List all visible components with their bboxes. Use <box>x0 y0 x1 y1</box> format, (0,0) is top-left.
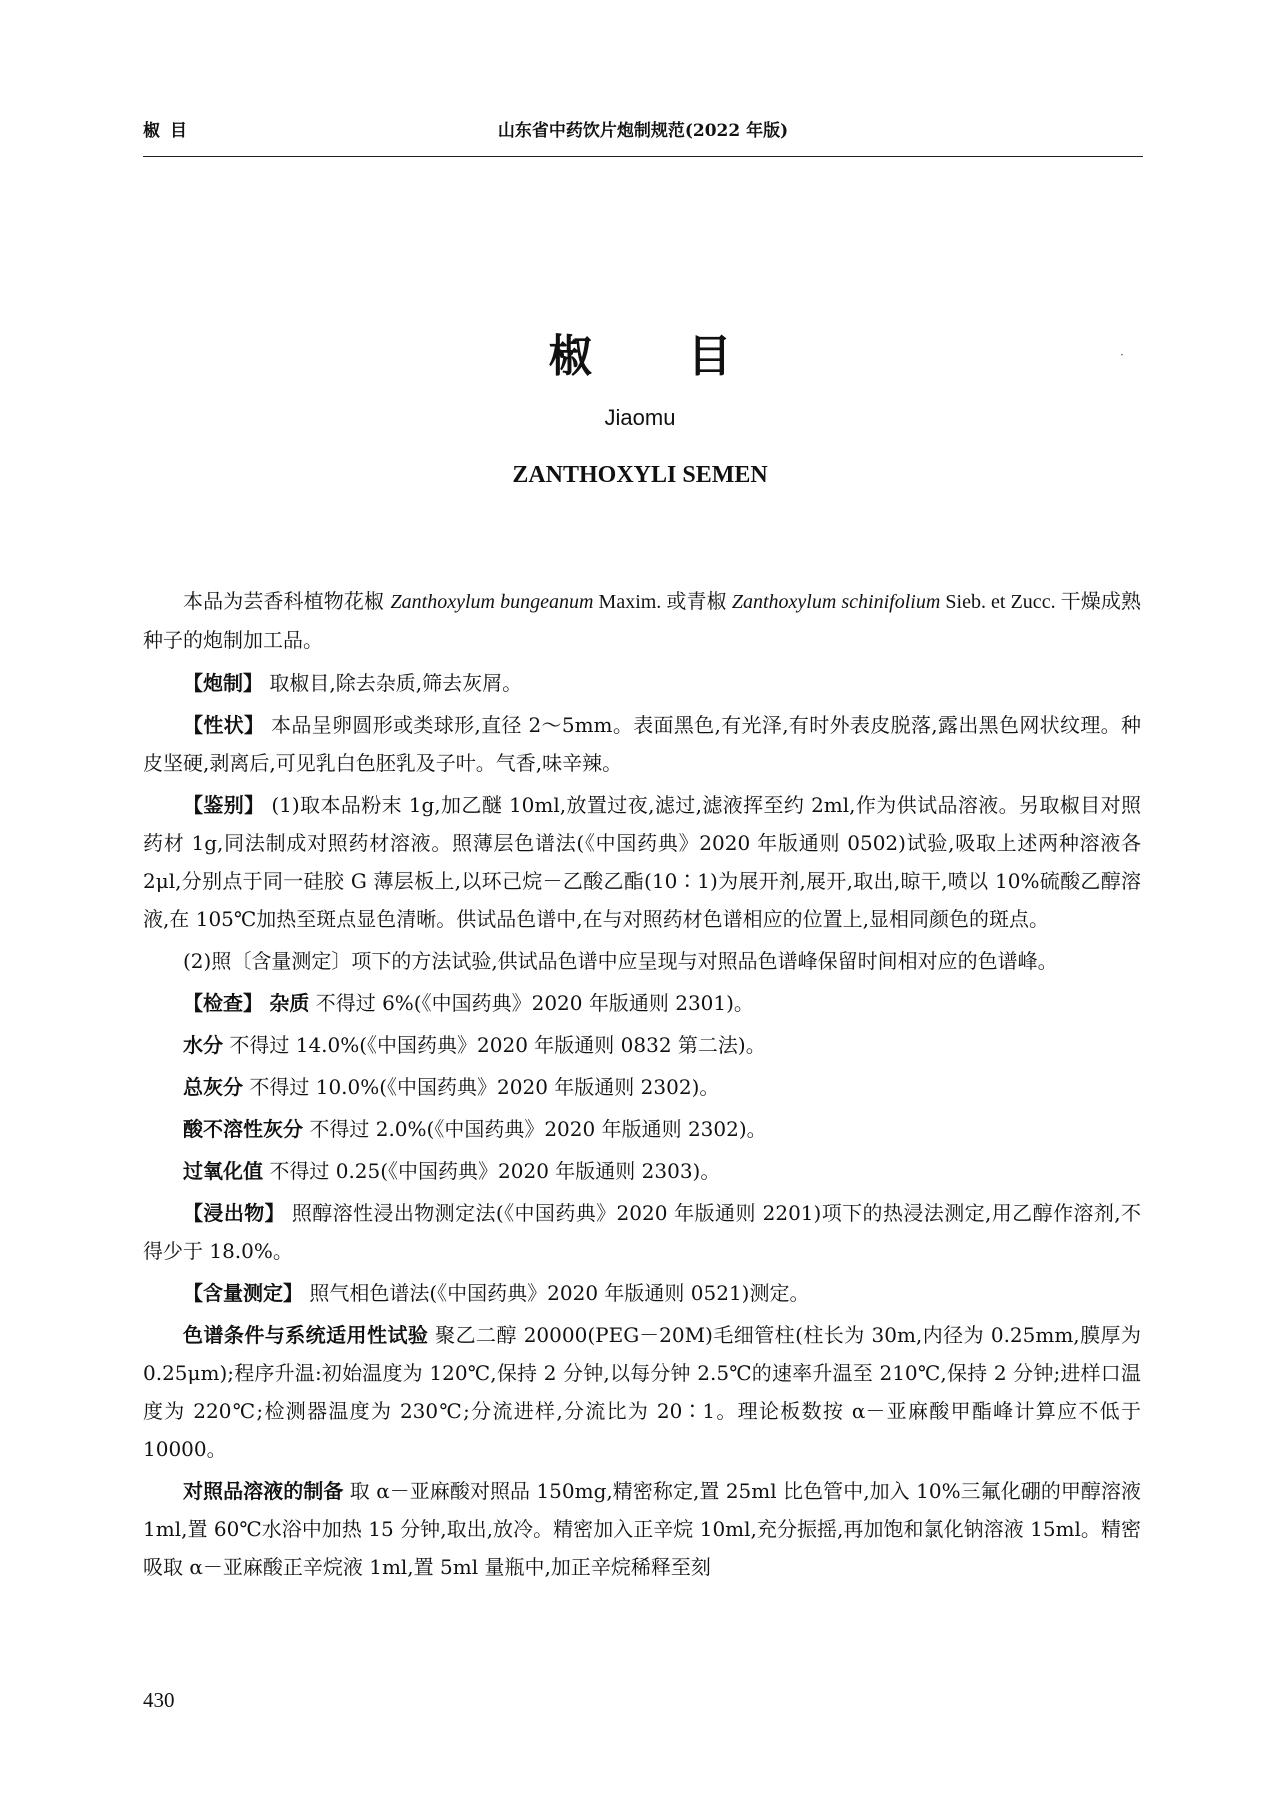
species-name-1: Zanthoxylum bungeanum <box>390 591 594 613</box>
assay-paragraph <box>143 1274 1141 1312</box>
extractives-paragraph <box>143 1194 1141 1270</box>
processing-label: 【炮制】 <box>183 671 263 695</box>
chromatography-paragraph <box>143 1316 1141 1468</box>
page-number: 430 <box>143 1688 175 1712</box>
monograph-body <box>143 582 1141 1590</box>
intro-text-1: 本品为芸香科植物花椒 <box>183 589 391 613</box>
inspection-label: 【检查】 <box>183 991 263 1015</box>
intro-text-2: Maxim. 或青椒 <box>593 591 732 613</box>
scan-mark: · <box>1120 348 1124 362</box>
inspection-item-name: 酸不溶性灰分 <box>183 1117 303 1141</box>
assay-text: 照气相色谱法(《中国药典》2020 年版通则 0521)测定。 <box>303 1281 810 1305</box>
inspection-paragraph <box>143 1152 1141 1190</box>
inspection-item-name: 杂质 <box>269 991 310 1015</box>
identification-text-1: (1)取本品粉末 1g,加乙醚 10ml,放置过夜,滤过,滤液挥至约 2ml,作为供试品溶液。另取椒目对照药材 1g,同法制成对照药材溶液。照薄层色谱法(《中国药典》2020 年版通则 0502)试验,吸取上述两种溶液各 2μl,分别点于同一硅胶 G 薄层板上,以环己烷－乙酸乙酯(10∶1)为展开剂,展开,取出,晾干,喷以 10%硫酸乙醇溶液,在 105℃加热至斑点显色清晰。供试品色谱中,在与对照药材色谱相应的位置上,显相同颜色的斑点。 <box>143 793 1141 931</box>
page-title: 椒 目 <box>548 331 772 382</box>
inspection-paragraph <box>143 1110 1141 1148</box>
intro-paragraph <box>143 582 1141 660</box>
inspection-paragraph <box>143 1026 1141 1064</box>
inspection-item-name: 总灰分 <box>183 1075 243 1099</box>
identification-text-2: (2)照〔含量测定〕项下的方法试验,供试品色谱中应呈现与对照品色谱峰保留时间相对应的色谱峰。 <box>183 949 1058 973</box>
inspection-item-name: 水分 <box>183 1033 223 1057</box>
species-name-2: Zanthoxylum schinifolium <box>731 591 941 613</box>
header-book-title: 山东省中药饮片炮制规范(2022 年版) <box>497 121 789 141</box>
inspection-item-text: 不得过 2.0%(《中国药典》2020 年版通则 2302)。 <box>303 1117 767 1141</box>
intro-text-3: Sieb. et Zucc. 干燥成熟种子的炮制加工品。 <box>143 591 1141 652</box>
inspection-item-text: 不得过 14.0%(《中国药典》2020 年版通则 0832 第二法)。 <box>223 1033 766 1057</box>
inspection-paragraph <box>143 1068 1141 1106</box>
identification-paragraph-1 <box>143 786 1141 938</box>
identification-paragraph-2 <box>143 942 1141 980</box>
inspection-item-text: 不得过 0.25(《中国药典》2020 年版通则 2303)。 <box>263 1159 721 1183</box>
processing-text: 取椒目,除去杂质,筛去灰屑。 <box>263 671 523 695</box>
reference-prep-label: 对照品溶液的制备 <box>183 1479 344 1503</box>
reference-prep-paragraph <box>143 1472 1141 1586</box>
description-paragraph <box>143 706 1141 782</box>
chromatography-text: 聚乙二醇 20000(PEG－20M)毛细管柱(柱长为 30m,内径为 0.25mm,膜厚为 0.25μm);程序升温:初始温度为 120℃,保持 2 分钟,以每分钟 2.5℃的速率升温至 210℃,保持 2 分钟;进样口温度为 220℃;检测器温度为 230℃;分流进样,分流比为 20∶1。理论板数按 α－亚麻酸甲酯峰计算应不低于 10000。 <box>143 1323 1141 1461</box>
inspection-item-text: 不得过 10.0%(《中国药典》2020 年版通则 2302)。 <box>243 1075 720 1099</box>
chromatography-label: 色谱条件与系统适用性试验 <box>183 1323 429 1347</box>
pinyin-name: Jiaomu <box>604 405 676 430</box>
processing-paragraph <box>143 664 1141 702</box>
inspection-item-name: 过氧化值 <box>183 1159 263 1183</box>
assay-label: 【含量测定】 <box>183 1281 303 1305</box>
description-label: 【性状】 <box>183 713 265 737</box>
inspection-item-text: 不得过 6%(《中国药典》2020 年版通则 2301)。 <box>309 991 754 1015</box>
reference-prep-text: 取 α－亚麻酸对照品 150mg,精密称定,置 25ml 比色管中,加入 10%三氟化硼的甲醇溶液 1ml,置 60℃水浴中加热 15 分钟,取出,放冷。精密加入正辛烷 10ml,充分振摇,再加饱和氯化钠溶液 15ml。精密吸取 α－亚麻酸正辛烷液 1ml,置 5ml 量瓶中,加正辛烷稀释至刻 <box>143 1479 1141 1579</box>
extractives-label: 【浸出物】 <box>183 1201 286 1225</box>
extractives-text: 照醇溶性浸出物测定法(《中国药典》2020 年版通则 2201)项下的热浸法测定,用乙醇作溶剂,不得少于 18.0%。 <box>143 1201 1141 1263</box>
inspection-paragraph <box>143 984 1141 1022</box>
latin-name: ZANTHOXYLI SEMEN <box>512 462 768 488</box>
description-text: 本品呈卵圆形或类球形,直径 2～5mm。表面黑色,有光泽,有时外表皮脱落,露出黑色网状纹理。种皮坚硬,剥离后,可见乳白色胚乳及子叶。气香,味辛辣。 <box>143 713 1142 775</box>
header-section-name: 椒目 <box>143 121 197 141</box>
running-header <box>143 116 1143 157</box>
identification-label: 【鉴别】 <box>183 793 265 817</box>
